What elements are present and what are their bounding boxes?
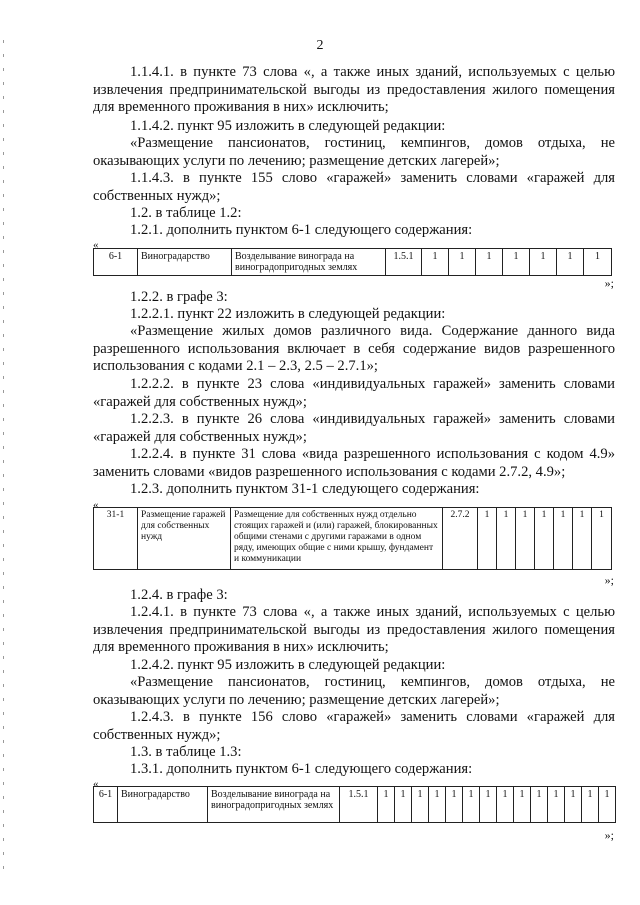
table-cell-code: 2.7.2 [443,508,478,570]
paragraph-1-2-2-2: 1.2.2.2. в пункте 23 слова «индивидуальных гаражей» заменить словами «гаражей для собственных нужд»; [93,376,615,410]
table-cell-value: 1 [584,249,612,276]
quote-open-3: « [93,778,99,790]
quote-close-2: »; [604,573,614,587]
table-cell-code: 1.5.1 [340,787,378,823]
table-cell-value: 1 [463,787,480,823]
table-cell-name: Виноградарство [118,787,208,823]
table-cell-value: 1 [557,249,584,276]
table-cell-value: 1 [449,249,476,276]
table-cell-num: 6-1 [94,249,138,276]
table-cell-value: 1 [531,787,548,823]
table-cell-value: 1 [395,787,412,823]
table-cell-value: 1 [599,787,616,823]
paragraph-1-2-4-2: 1.2.4.2. пункт 95 изложить в следующей редакции: [130,657,446,673]
table-cell-value: 1 [446,787,463,823]
quote-open-1: « [93,239,99,251]
quote-close-3: »; [604,828,614,842]
table-cell-value: 1 [514,787,531,823]
table-cell-value: 1 [535,508,554,570]
table-cell-value: 1 [378,787,395,823]
paragraph-1-2-2-4: 1.2.2.4. в пункте 31 слова «вида разрешенного использования с кодом 4.9» заменить словами «видов разрешенного использования с кодами 2.7.2, 4.9»; [93,446,615,480]
paragraph-1-2-2-3: 1.2.2.3. в пункте 26 слова «индивидуальных гаражей» заменить словами «гаражей для собственных нужд»; [93,411,615,445]
page-number: 2 [316,38,324,53]
table-cell-name: Размещение гаражей для собственных нужд [138,508,231,570]
table-cell-value: 1 [530,249,557,276]
paragraph-1-3-1: 1.3.1. дополнить пунктом 6-1 следующего содержания: [130,761,473,777]
table-cell-value: 1 [592,508,612,570]
paragraph-1-2-2-1: 1.2.2.1. пункт 22 изложить в следующей редакции: [130,306,446,322]
table-insert-6-1 [93,248,612,276]
quote-open-2: « [93,499,99,511]
table-cell-value: 1 [548,787,565,823]
table-cell-value: 1 [503,249,530,276]
paragraph-1-2-3: 1.2.3. дополнить пунктом 31-1 следующего содержания: [130,481,480,497]
table-cell-value: 1 [565,787,582,823]
table-cell-value: 1 [429,787,446,823]
table-cell-name: Виноградарство [138,249,232,276]
paragraph-1-2-4-1: 1.2.4.1. в пункте 73 слова «, а также иных зданий, используемых с целью извлечения предпринимательской выгоды из предоставления жилого помещения для временного проживания в них» исключить; [93,604,615,655]
paragraph-1-1-4-2: 1.1.4.2. пункт 95 изложить в следующей редакции: [130,118,446,134]
table-cell-value: 1 [422,249,449,276]
table-cell-value: 1 [478,508,497,570]
paragraph-quote-95: «Размещение пансионатов, гостиниц, кемпингов, домов отдыха, не оказывающих услуги по лечению; размещение детских лагерей»; [93,135,615,169]
table-cell-value: 1 [582,787,599,823]
scan-edge-marks [3,40,4,870]
paragraph-1-2-4: 1.2.4. в графе 3: [130,587,228,603]
table-cell-code: 1.5.1 [386,249,422,276]
table-cell-value: 1 [516,508,535,570]
paragraph-1-3: 1.3. в таблице 1.3: [130,744,242,760]
paragraph-1-2-2: 1.2.2. в графе 3: [130,289,228,305]
paragraph-1-1-4-1: 1.1.4.1. в пункте 73 слова «, а также иных зданий, используемых с целью извлечения предпринимательской выгоды из предоставления жилого помещения для временного проживания в них» исключить; [93,64,615,115]
table-cell-desc: Возделывание винограда на виноградопригодных землях [208,787,340,823]
table-cell-value: 1 [480,787,497,823]
table-cell-value: 1 [554,508,573,570]
paragraph-1-1-4-3: 1.1.4.3. в пункте 155 слово «гаражей» заменить словами «гаражей для собственных нужд»; [93,170,615,204]
table-cell-num: 31-1 [94,508,138,570]
table-cell-desc: Размещение для собственных нужд отдельно стоящих гаражей и (или) гаражей, блокированных общими стенами с другими гаражами в одном ряду, имеющих общие с ними крышу, фундамент и коммуникации [231,508,443,570]
table-insert-31-1 [93,507,612,570]
table-cell-value: 1 [573,508,592,570]
quote-close-1: »; [604,276,614,290]
paragraph-quote-22: «Размещение жилых домов различного вида. Содержание данного вида разрешенного использования включает в себя содержание видов разрешенного использования с кодами 2.1 – 2.3, 2.5 – 2.7.1»; [93,323,615,374]
table-cell-value: 1 [497,787,514,823]
table-cell-value: 1 [476,249,503,276]
table-insert-6-1-b [93,786,616,823]
paragraph-1-2-4-3: 1.2.4.3. в пункте 156 слово «гаражей» заменить словами «гаражей для собственных нужд»; [93,709,615,743]
table-cell-value: 1 [497,508,516,570]
paragraph-1-2: 1.2. в таблице 1.2: [130,205,242,221]
table-cell-value: 1 [412,787,429,823]
paragraph-quote-95-2: «Размещение пансионатов, гостиниц, кемпингов, домов отдыха, не оказывающих услуги по лечению; размещение детских лагерей»; [93,674,615,708]
table-cell-num: 6-1 [94,787,118,823]
paragraph-1-2-1: 1.2.1. дополнить пунктом 6-1 следующего содержания: [130,222,473,238]
table-cell-desc: Возделывание винограда на виноградопригодных землях [232,249,386,276]
